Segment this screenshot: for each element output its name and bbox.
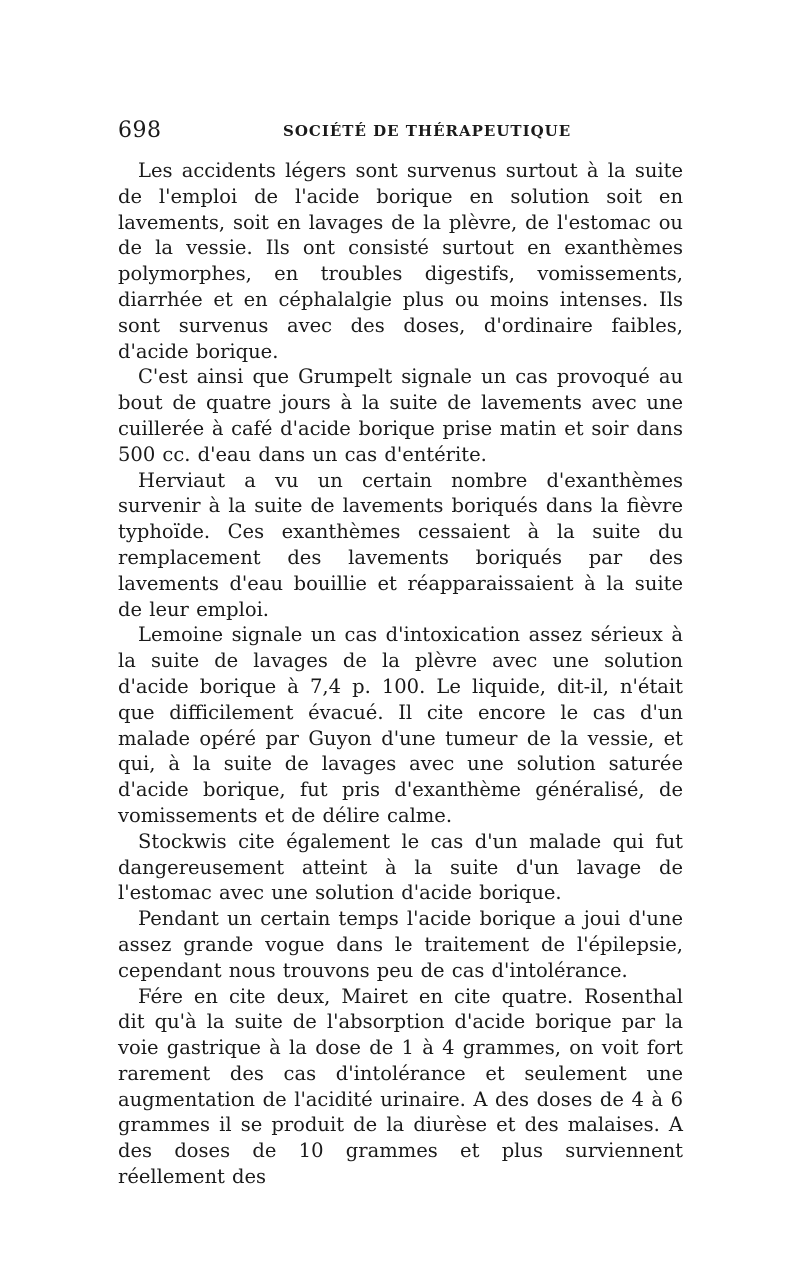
paragraph: Lemoine signale un cas d'intoxication assez sérieux à la suite de lavages de la plèvre avec une solution d'acide borique à 7,4 p. 100. Le liquide, dit-il, n'était que difficilement évacué. Il cite encore le cas d'un malade opéré par Guyon d'une tumeur de la vessie, et qui, à la suite de lavages avec une solution saturée d'acide borique, fut pris d'exanthème généralisé, de vomissements et de délire calme.	[118, 623, 683, 827]
paragraph: Herviaut a vu un certain nombre d'exanthèmes survenir à la suite de lavements boriqués dans la fièvre typhoïde. Ces exanthèmes cessaient à la suite du remplacement des lavements boriqués par des lavements d'eau bouillie et réapparaissaient à la suite de leur emploi.	[118, 468, 683, 621]
running-head: SOCIÉTÉ DE THÉRAPEUTIQUE	[283, 122, 572, 140]
paragraph: Stockwis cite également le cas d'un malade qui fut dangereusement atteint à la suite d'un lavage de l'estomac avec une solution d'acide borique.	[118, 829, 683, 905]
page-header	[118, 118, 683, 148]
page-number: 698	[118, 118, 162, 143]
paragraph: C'est ainsi que Grumpelt signale un cas provoqué au bout de quatre jours à la suite de lavements avec une cuillerée à café d'acide borique prise matin et soir dans 500 cc. d'eau dans un cas d'entérite.	[118, 365, 683, 466]
body-text	[118, 158, 683, 1190]
paragraph: Les accidents légers sont survenus surtout à la suite de l'emploi de l'acide borique en solution soit en lavements, soit en lavages de la plèvre, de l'estomac ou de la vessie. Ils ont consisté surtout en exanthèmes polymorphes, en troubles digestifs, vomissements, diarrhée et en céphalalgie plus ou moins intenses. Ils sont survenus avec des doses, d'ordinaire faibles, d'acide borique.	[118, 159, 683, 363]
paragraph: Pendant un certain temps l'acide borique a joui d'une assez grande vogue dans le traitement de l'épilepsie, cependant nous trouvons peu de cas d'intolérance.	[118, 907, 683, 982]
paragraph: Fére en cite deux, Mairet en cite quatre. Rosenthal dit qu'à la suite de l'absorption d'acide borique par la voie gastrique à la dose de 1 à 4 grammes, on voit fort rarement des cas d'intolérance et seulement une augmentation de l'acidité urinaire. A des doses de 4 à 6 grammes il se produit de la diurèse et des malaises. A des doses de 10 grammes et plus surviennent réellement des	[118, 984, 683, 1189]
